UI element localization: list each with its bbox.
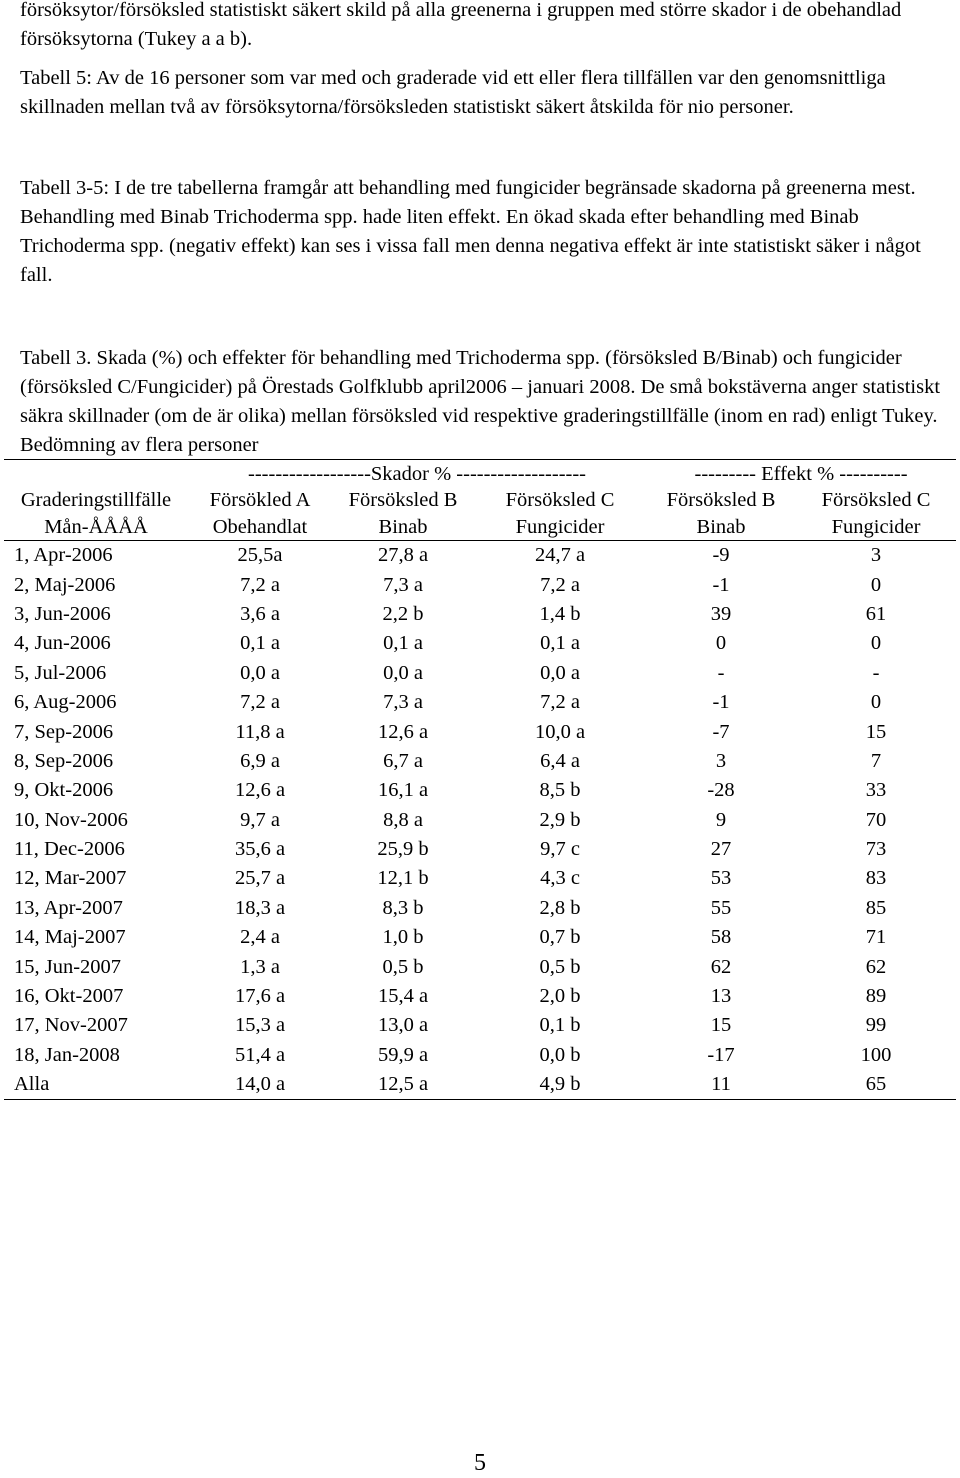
table-cell: 0,1 b: [539, 1014, 581, 1037]
table-cell: 16,1 a: [377, 779, 429, 802]
paragraph-tabell-3-5: Tabell 3-5: I de tre tabellerna framgår att behandling med fungicider begränsade skadorna på greenerna mest. Behandling med Binab Trichoderma spp. hade liten effekt. En ökad skada efter behandling med Binab Trichoderma spp. (negativ effekt) kan ses i vissa fall men denna negativa effekt är inte statistiskt säker i något fall.: [20, 177, 921, 286]
table-cell: 4,3 c: [540, 867, 580, 890]
column-header-3: Försöksled C: [505, 489, 615, 512]
table-cell: 9,7 c: [540, 838, 580, 861]
row-label: 4, Jun-2006: [14, 632, 111, 655]
table-cell: 55: [710, 896, 732, 919]
table-cell: 65: [796, 1070, 956, 1100]
table-cell: 11,8 a: [235, 720, 285, 743]
table-cell: 7,2 a: [540, 691, 580, 714]
table-row: [4, 1070, 956, 1100]
table-cell: -28: [707, 779, 735, 802]
table-cell: 62: [865, 955, 887, 978]
table-cell: -9: [712, 544, 730, 567]
column-subheader-4: Binab: [646, 514, 796, 541]
table-cell: 1,4 b: [539, 602, 581, 625]
table-cell: 15: [710, 1014, 732, 1037]
table-cell: -: [717, 661, 725, 684]
table-cell: 12,6 a: [377, 720, 429, 743]
table-cell: 24,7 a: [534, 544, 586, 567]
row-label: Alla: [4, 1070, 188, 1100]
table-cell: 0,0 b: [539, 1043, 581, 1066]
table-cell: 25,5a: [237, 544, 283, 567]
table-row: [4, 982, 956, 1011]
table-row: [4, 717, 956, 746]
table-row: [4, 923, 956, 952]
table-cell: 99: [865, 1014, 887, 1037]
table-cell: 17,6 a: [234, 985, 286, 1008]
table-cell: 7: [870, 749, 882, 772]
row-label: 14, Maj-2007: [14, 926, 126, 949]
table-cell: 8,5 b: [539, 779, 581, 802]
table-cell: 70: [865, 808, 887, 831]
table-cell: 9,7 a: [240, 808, 280, 831]
column-header-1: Försökled A: [209, 489, 311, 512]
table-subheader-row: [4, 514, 956, 541]
table-row: [4, 541, 956, 571]
table-row: [4, 806, 956, 835]
table-cell: -1: [712, 691, 730, 714]
table-cell: 59,9 a: [377, 1043, 429, 1066]
table-cell: 0,1 a: [540, 632, 580, 655]
row-label: 16, Okt-2007: [14, 985, 124, 1008]
table-cell: 7,3 a: [383, 573, 423, 596]
paragraph-tukey-result: försöksytor/försöksled statistiskt säkert skild på alla greenerna i gruppen med större skador i de obehandlad försöksytorna (Tukey a a b).: [20, 0, 902, 50]
table-cell: 1,3 a: [240, 955, 280, 978]
table-cell: 27,8 a: [377, 544, 429, 567]
table-cell: 89: [865, 985, 887, 1008]
table-cell: 71: [865, 926, 887, 949]
table-cell: -17: [707, 1043, 735, 1066]
table-cell: 39: [710, 602, 732, 625]
table-cell: 3: [870, 544, 882, 567]
row-label: 9, Okt-2006: [14, 779, 114, 802]
table-row: [4, 570, 956, 599]
row-label: 15, Jun-2007: [14, 955, 122, 978]
table-cell: 7,2 a: [540, 573, 580, 596]
table-cell: 33: [865, 779, 887, 802]
table-cell: 11: [646, 1070, 796, 1100]
table-cell: 0: [870, 632, 882, 655]
column-subheader-5: Fungicider: [796, 514, 956, 541]
table-cell: 18,3 a: [234, 896, 286, 919]
table-cell: 0: [715, 632, 727, 655]
row-label: 6, Aug-2006: [14, 691, 117, 714]
table-row: [4, 776, 956, 805]
skador-group-header: ------------------Skador % -------------------: [188, 460, 646, 488]
table-cell: 0,5 b: [382, 955, 424, 978]
table-cell: 58: [710, 926, 732, 949]
table-cell: 15,3 a: [234, 1014, 286, 1037]
table-cell: 9: [715, 808, 727, 831]
column-subheader-0: Mån-ÅÅÅÅ: [4, 514, 188, 541]
row-label: 1, Apr-2006: [14, 544, 113, 567]
table-cell: 27: [710, 838, 732, 861]
table-header-row: [4, 487, 956, 514]
row-label: 3, Jun-2006: [14, 602, 111, 625]
table-cell: -1: [712, 573, 730, 596]
column-subheader-3: Fungicider: [474, 514, 646, 541]
row-label: 17, Nov-2007: [14, 1014, 128, 1037]
table-cell: 61: [865, 602, 887, 625]
column-header-2: Försöksled B: [348, 489, 458, 512]
table-cell: 0,0 a: [383, 661, 423, 684]
table-cell: -: [872, 661, 880, 684]
table-cell: 25,9 b: [377, 838, 429, 861]
table-cell: 3,6 a: [240, 602, 280, 625]
table-row: [4, 629, 956, 658]
table-cell: 2,8 b: [539, 896, 581, 919]
table-cell: 25,7 a: [234, 867, 286, 890]
table-cell: 12,6 a: [234, 779, 286, 802]
table-cell: 6,7 a: [383, 749, 423, 772]
row-label: 12, Mar-2007: [14, 867, 127, 890]
table-cell: 0,5 b: [539, 955, 581, 978]
table-row: [4, 1041, 956, 1070]
row-label: 11, Dec-2006: [14, 838, 125, 861]
table-cell: 4,9 b: [474, 1070, 646, 1100]
table-cell: 62: [710, 955, 732, 978]
table-cell: 35,6 a: [234, 838, 286, 861]
table-cell: 15: [865, 720, 887, 743]
table-cell: 53: [710, 867, 732, 890]
table-cell: 8,8 a: [383, 808, 423, 831]
table-cell: 8,3 b: [382, 896, 424, 919]
table-cell: 83: [865, 867, 887, 890]
table-cell: 0: [870, 691, 882, 714]
table-cell: 0,1 a: [383, 632, 423, 655]
table-row: [4, 747, 956, 776]
table-cell: 100: [860, 1043, 892, 1066]
table-cell: 0,0 a: [240, 661, 280, 684]
table-cell: 0: [870, 573, 882, 596]
table-cell: 10,0 a: [534, 720, 586, 743]
column-header-4: Försöksled B: [666, 489, 776, 512]
table-cell: -7: [712, 720, 730, 743]
table-cell: 13: [710, 985, 732, 1008]
row-label: 18, Jan-2008: [14, 1043, 120, 1066]
table-cell: 13,0 a: [377, 1014, 429, 1037]
table-cell: 6,9 a: [240, 749, 280, 772]
column-subheader-1: Obehandlat: [188, 514, 332, 541]
table-cell: 0,1 a: [240, 632, 280, 655]
damage-effect-table: [4, 459, 956, 1100]
table-cell: 14,0 a: [188, 1070, 332, 1100]
table-group-header-row: [4, 460, 956, 488]
row-label: 7, Sep-2006: [14, 720, 114, 743]
column-subheader-2: Binab: [332, 514, 474, 541]
table-cell: 7,2 a: [240, 691, 280, 714]
table-caption: Tabell 3. Skada (%) och effekter för behandling med Trichoderma spp. (försöksled B/Binab) och fungicider (försöksled C/Fungicider) på Örestads Golfklubb april2006 – januari 2008. De små bokstäverna anger statistiskt säkra skillnader (om de är olika) mellan försöksled vid respektive graderingstillfälle (inom en rad) enligt Tukey. Bedömning av flera personer: [20, 347, 941, 456]
table-cell: 2,9 b: [539, 808, 581, 831]
table-row: [4, 952, 956, 981]
table-cell: 6,4 a: [540, 749, 580, 772]
table-cell: 7,2 a: [240, 573, 280, 596]
table-cell: 12,5 a: [332, 1070, 474, 1100]
table-cell: 1,0 b: [382, 926, 424, 949]
table-cell: 2,0 b: [539, 985, 581, 1008]
table-cell: 85: [865, 896, 887, 919]
table-row: [4, 835, 956, 864]
table-row: [4, 894, 956, 923]
table-row: [4, 659, 956, 688]
table-cell: 15,4 a: [377, 985, 429, 1008]
table-cell: 2,2 b: [382, 602, 424, 625]
column-header-5: Försöksled C: [821, 489, 931, 512]
row-label: 8, Sep-2006: [14, 749, 114, 772]
table-cell: 0,7 b: [539, 926, 581, 949]
row-label: 10, Nov-2006: [14, 808, 128, 831]
table-cell: 2,4 a: [240, 926, 280, 949]
column-header-0: Graderingstillfälle: [20, 489, 172, 512]
paragraph-tabell-5: Tabell 5: Av de 16 personer som var med och graderade vid ett eller flera tillfällen var den genomsnittliga skillnaden mellan två av försöksytorna/försöksleden statistiskt säkert åtskilda för nio personer.: [20, 67, 886, 118]
table-row: [4, 1011, 956, 1040]
table-row: [4, 600, 956, 629]
row-label: 13, Apr-2007: [14, 896, 123, 919]
table-cell: 0,0 a: [540, 661, 580, 684]
table-row: [4, 688, 956, 717]
table-cell: 3: [715, 749, 727, 772]
effekt-group-header: --------- Effekt % ----------: [646, 460, 956, 488]
row-label: 2, Maj-2006: [14, 573, 116, 596]
row-label: 5, Jul-2006: [14, 661, 107, 684]
table-row: [4, 864, 956, 893]
table-cell: 7,3 a: [383, 691, 423, 714]
page-number: 5: [474, 1450, 486, 1476]
table-cell: 73: [865, 838, 887, 861]
table-cell: 12,1 b: [377, 867, 429, 890]
table-cell: 51,4 a: [234, 1043, 286, 1066]
